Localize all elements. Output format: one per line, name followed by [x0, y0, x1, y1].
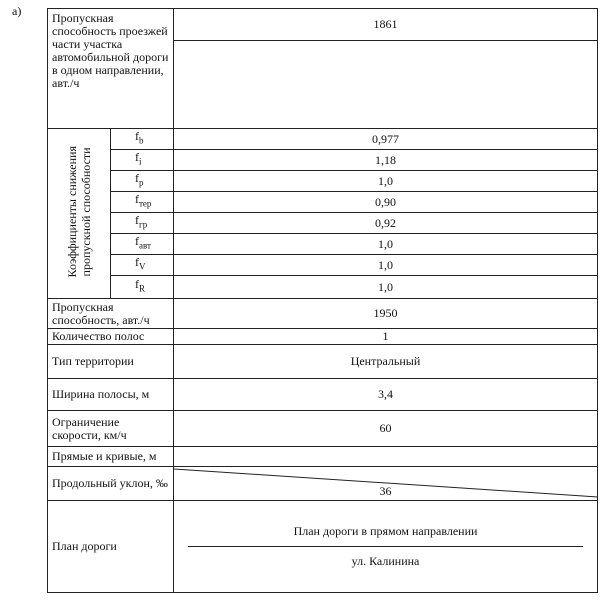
coefficients-group-text: Коэффициенты снижения пропускной способности [65, 146, 93, 278]
grade-value: 36 [379, 484, 392, 498]
parameters-table [47, 8, 598, 593]
capacity-label: Пропускная способность, авт./ч [48, 299, 174, 329]
road-plan-axis-line [188, 546, 583, 547]
figure-label: а) [12, 4, 22, 18]
coef-fter: $f_{тер}$ [111, 192, 174, 213]
coef-fi: $f_i$ [111, 150, 174, 171]
lane-width-label: Ширина полосы, м [48, 379, 174, 411]
territory-label: Тип территории [48, 345, 174, 379]
lanes-value: 1 [174, 329, 598, 345]
grade-profile-cell [174, 467, 598, 501]
coef-fgr-value: 0,92 [174, 213, 598, 234]
coef-favt: $f_{авт}$ [111, 234, 174, 255]
road-plan-street-name: ул. Калинина [351, 554, 420, 568]
lanes-label: Количество полос [48, 329, 174, 345]
straights-curves-label: Прямые и кривые, м [48, 447, 174, 467]
coef-fv-value: 1,0 [174, 255, 598, 276]
capacity-section-label: Пропускная способность проезжей части участка автомобильной дороги в одном направлении, авт./ч [48, 9, 174, 129]
coef-fgr: $f_{гр}$ [111, 213, 174, 234]
coef-fr-value: 1,0 [174, 276, 598, 299]
coef-fb: $f_b$ [111, 129, 174, 150]
coef-fv: $f_V$ [111, 255, 174, 276]
capacity-section-empty-cell [174, 41, 598, 129]
coef-fr: $f_R$ [111, 276, 174, 299]
straights-curves-value [174, 447, 598, 467]
lane-width-value: 3,4 [174, 379, 598, 411]
coefficients-group-label [48, 129, 111, 299]
coef-fb-value: 0,977 [174, 129, 598, 150]
capacity-section-value: 1861 [174, 9, 598, 41]
coef-favt-value: 1,0 [174, 234, 598, 255]
coef-fp-value: 1,0 [174, 171, 598, 192]
speed-limit-label: Ограничение скорости, км/ч [48, 411, 174, 447]
coef-fi-value: 1,18 [174, 150, 598, 171]
coef-fp: $f_p$ [111, 171, 174, 192]
coef-fter-value: 0,90 [174, 192, 598, 213]
road-plan-direction-text: План дороги в прямом направлении [293, 524, 478, 538]
speed-limit-value: 60 [174, 411, 598, 447]
grade-label: Продольный уклон, ‰ [48, 467, 174, 501]
road-plan-cell [174, 501, 598, 593]
capacity-value: 1950 [174, 299, 598, 329]
road-plan-label: План дороги [48, 501, 174, 593]
territory-value: Центральный [174, 345, 598, 379]
